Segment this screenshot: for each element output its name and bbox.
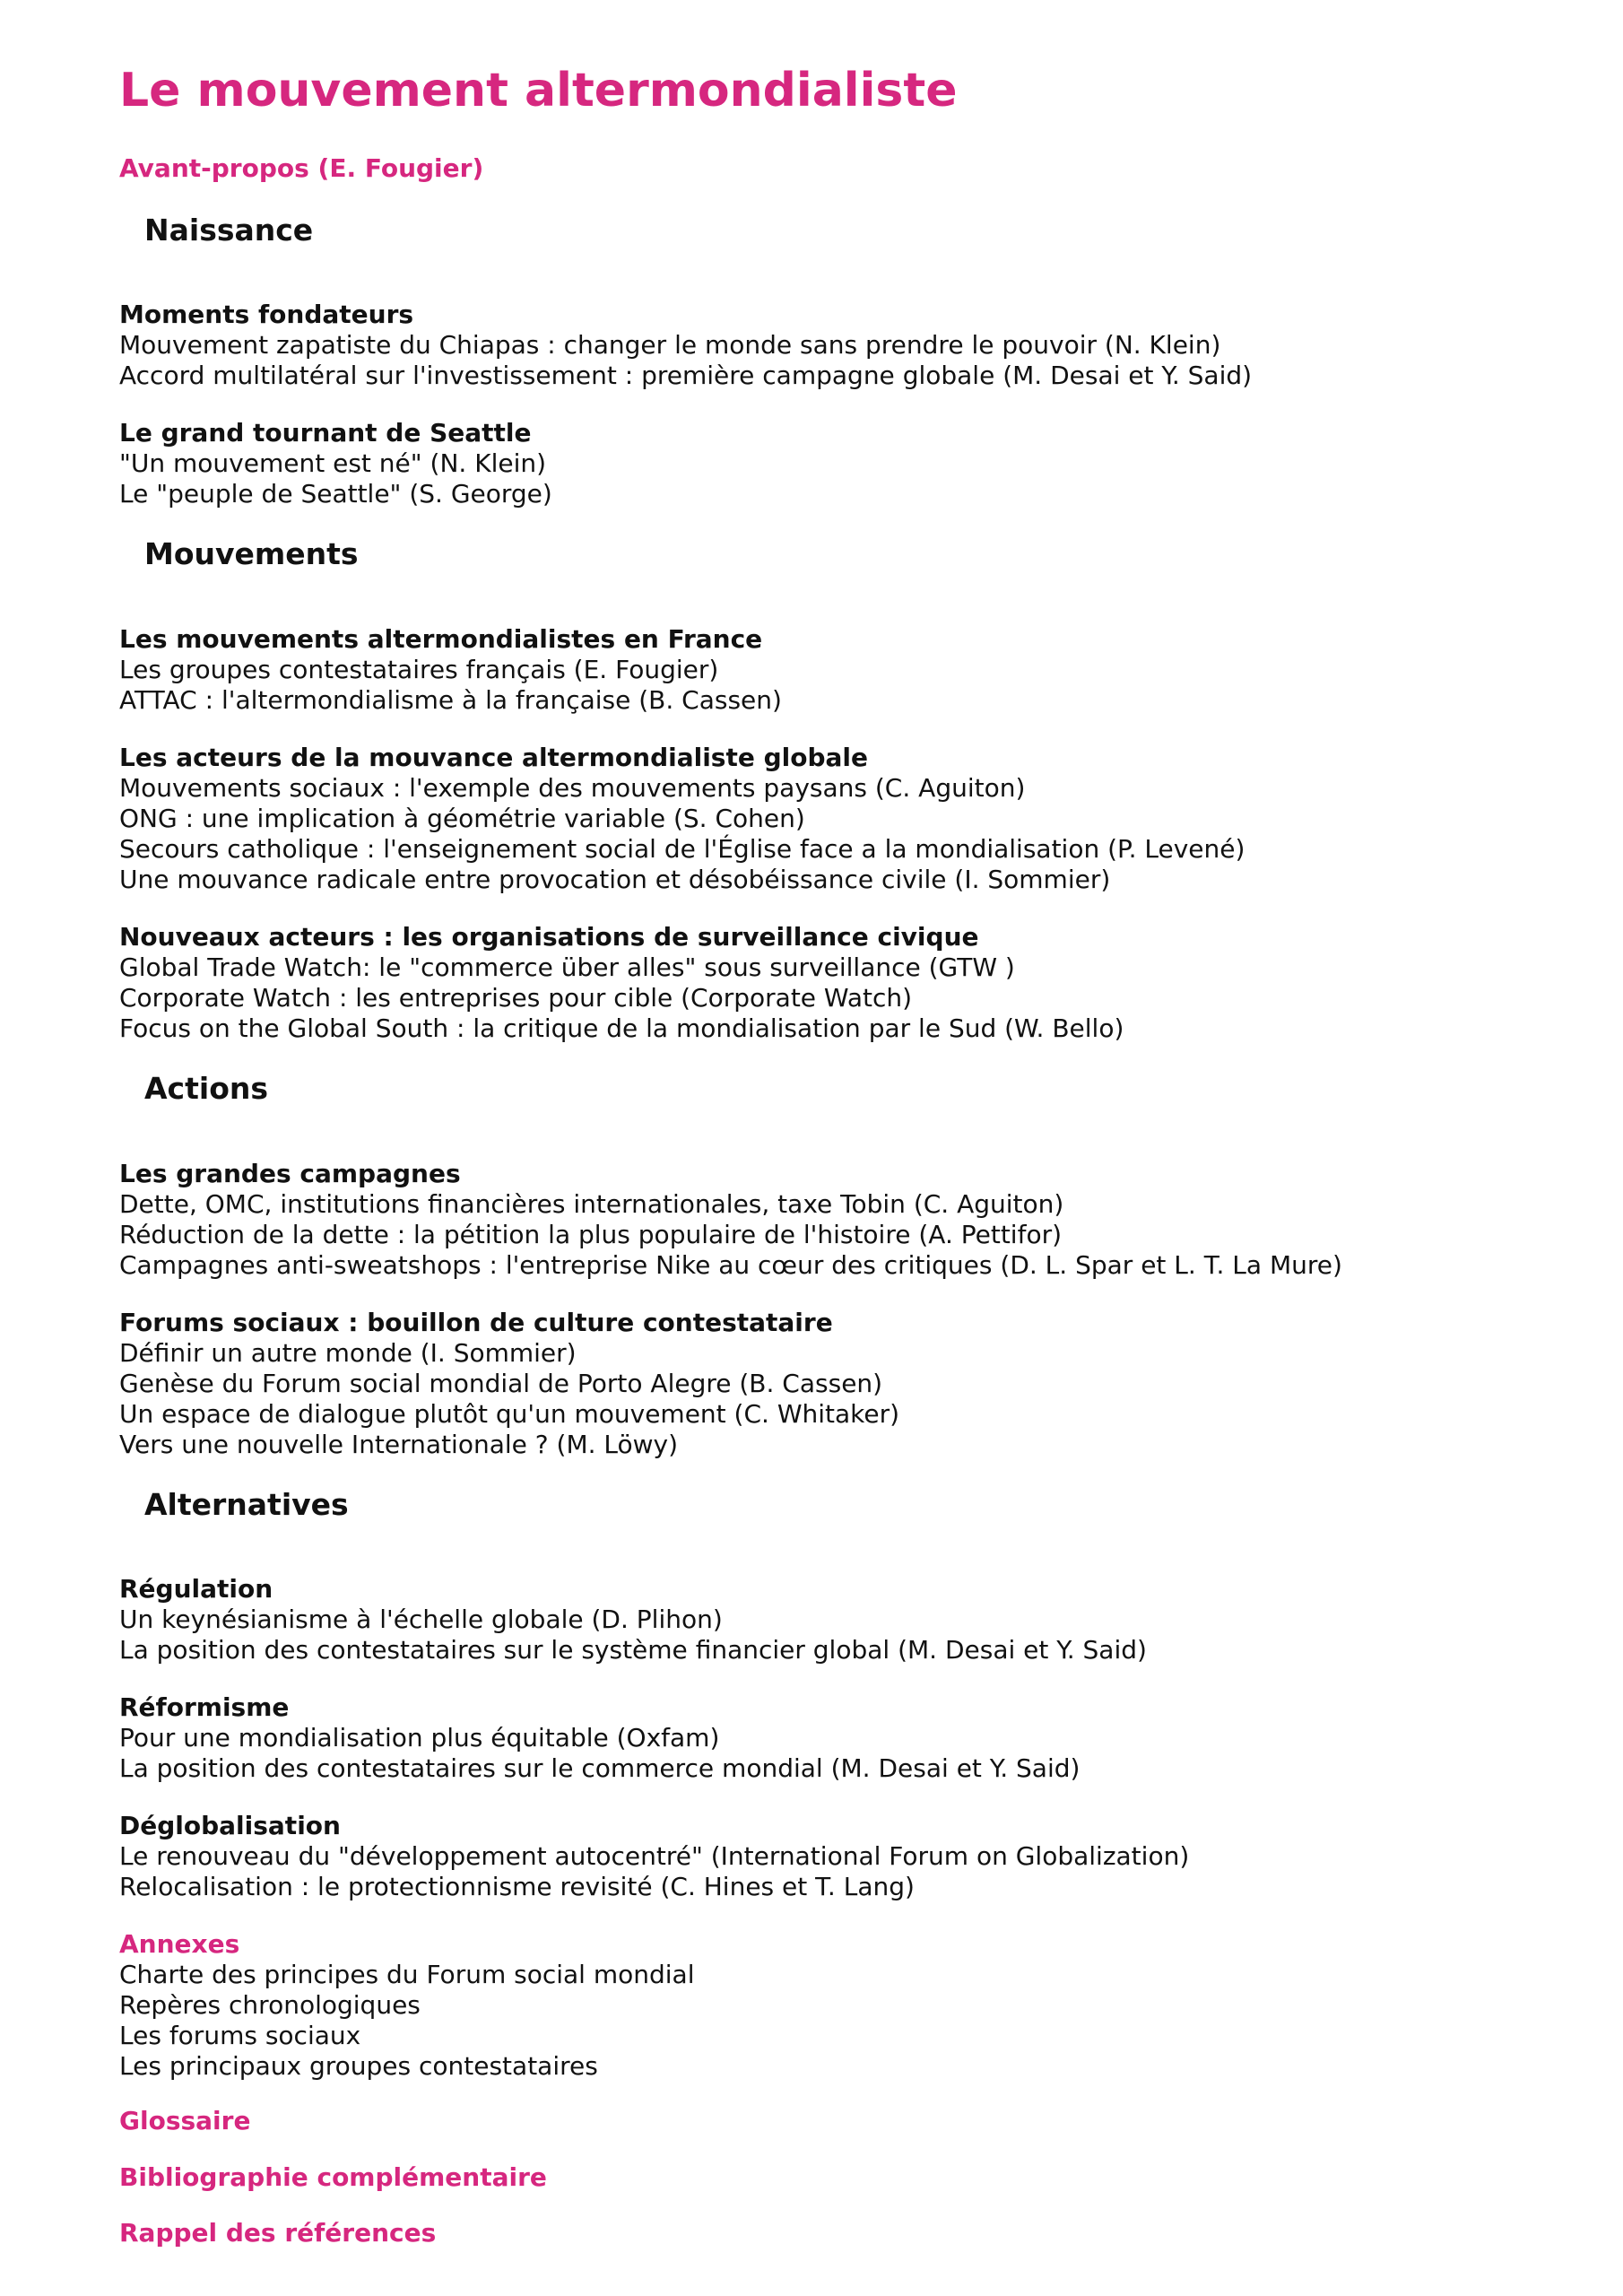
annexes-group — [119, 1929, 1554, 2082]
toc-item[interactable]: Vers une nouvelle Internationale ? (M. Löwy) — [119, 1429, 679, 1459]
group-title: Forums sociaux : bouillon de culture contestataire — [119, 1307, 833, 1337]
section-heading: Naissance — [144, 212, 314, 248]
group-title: Le grand tournant de Seattle — [119, 418, 532, 448]
toc-item[interactable]: Un keynésianisme à l'échelle globale (D. Plihon) — [119, 1605, 723, 1635]
toc-item[interactable]: Un espace de dialogue plutôt qu'un mouvement (C. Whitaker) — [119, 1398, 900, 1429]
toc-item[interactable]: ONG : une implication à géométrie variable (S. Cohen) — [119, 803, 805, 833]
toc-group — [119, 743, 1554, 895]
group-title: Nouveaux acteurs : les organisations de surveillance civique — [119, 921, 979, 952]
annexes-title[interactable]: Annexes — [119, 1929, 240, 1960]
bibliographie-link[interactable]: Bibliographie complémentaire — [119, 2161, 547, 2192]
toc-item[interactable]: Réduction de la dette : la pétition la plus populaire de l'histoire (A. Pettifor) — [119, 1219, 1063, 1249]
toc-group — [119, 418, 1554, 509]
toc-item[interactable]: Mouvements sociaux : l'exemple des mouvements paysans (C. Aguiton) — [119, 772, 1026, 803]
annex-item[interactable]: Les forums sociaux — [119, 2021, 361, 2051]
group-title: Régulation — [119, 1574, 273, 1605]
glossaire-link[interactable]: Glossaire — [119, 2106, 251, 2136]
toc-item[interactable]: La position des contestataires sur le système financier global (M. Desai et Y. Said) — [119, 1635, 1147, 1665]
group-title: Déglobalisation — [119, 1811, 341, 1841]
toc-item[interactable]: Global Trade Watch: le "commerce über alles" sous surveillance (GTW ) — [119, 952, 1015, 982]
toc-group — [119, 624, 1554, 716]
group-title: Les acteurs de la mouvance altermondialiste globale — [119, 742, 868, 772]
toc-item[interactable]: Campagnes anti-sweatshops : l'entreprise Nike au cœur des critiques (D. L. Spar et L. T. La Mure) — [119, 1249, 1342, 1280]
toc-item[interactable]: Genèse du Forum social mondial de Porto Alegre (B. Cassen) — [119, 1368, 883, 1398]
toc-group — [119, 300, 1554, 391]
toc-item[interactable]: "Un mouvement est né" (N. Klein) — [119, 448, 547, 479]
toc-item[interactable]: Définir un autre monde (I. Sommier) — [119, 1337, 577, 1368]
toc-item[interactable]: ATTAC : l'altermondialisme à la française (B. Cassen) — [119, 684, 782, 715]
group-title: Les grandes campagnes — [119, 1158, 461, 1188]
group-title: Réformisme — [119, 1692, 290, 1723]
group-title: Moments fondateurs — [119, 300, 414, 330]
toc-item[interactable]: Pour une mondialisation plus équitable (Oxfam) — [119, 1723, 720, 1753]
annex-item[interactable]: Repères chronologiques — [119, 1990, 421, 2021]
annex-item[interactable]: Les principaux groupes contestataires — [119, 2051, 598, 2082]
toc-item[interactable]: Secours catholique : l'enseignement social de l'Église face a la mondialisation (P. Levené) — [119, 833, 1245, 864]
toc-group — [119, 922, 1554, 1044]
section-heading: Alternatives — [144, 1486, 349, 1522]
toc-item[interactable]: Corporate Watch : les entreprises pour cible (Corporate Watch) — [119, 982, 913, 1013]
toc-group — [119, 1308, 1554, 1460]
page-title: Le mouvement altermondialiste — [119, 64, 958, 117]
toc-item[interactable]: Mouvement zapatiste du Chiapas : changer le monde sans prendre le pouvoir (N. Klein) — [119, 330, 1221, 361]
toc-item[interactable]: Accord multilatéral sur l'investissement : première campagne globale (M. Desai et Y. Said) — [119, 361, 1253, 391]
toc-item[interactable]: La position des contestataires sur le commerce mondial (M. Desai et Y. Said) — [119, 1753, 1081, 1784]
group-title: Les mouvements altermondialistes en France — [119, 623, 763, 654]
toc-group — [119, 1811, 1554, 1902]
annex-item[interactable]: Charte des principes du Forum social mondial — [119, 1960, 695, 1990]
toc-item[interactable]: Focus on the Global South : la critique de la mondialisation par le Sud (W. Bello) — [119, 1013, 1124, 1043]
section-heading: Mouvements — [144, 536, 359, 572]
toc-group — [119, 1159, 1554, 1281]
annexes-list — [119, 1960, 1554, 2082]
toc-item[interactable]: Relocalisation : le protectionnisme revisité (C. Hines et T. Lang) — [119, 1872, 915, 1902]
toc-item[interactable]: Une mouvance radicale entre provocation et désobéissance civile (I. Sommier) — [119, 864, 1111, 894]
toc-item[interactable]: Le "peuple de Seattle" (S. George) — [119, 479, 552, 509]
section-heading: Actions — [144, 1070, 268, 1106]
toc-group — [119, 1574, 1554, 1665]
sections-container — [119, 213, 1554, 1902]
toc-item[interactable]: Le renouveau du "développement autocentré" (International Forum on Globalization) — [119, 1841, 1190, 1872]
avant-propos-link[interactable]: Avant-propos (E. Fougier) — [119, 153, 484, 184]
toc-group — [119, 1692, 1554, 1784]
toc-item[interactable]: Les groupes contestataires français (E. Fougier) — [119, 654, 719, 684]
rappel-link[interactable]: Rappel des références — [119, 2217, 437, 2248]
table-of-contents — [119, 63, 1554, 2273]
toc-item[interactable]: Dette, OMC, institutions financières internationales, taxe Tobin (C. Aguiton) — [119, 1188, 1064, 1219]
